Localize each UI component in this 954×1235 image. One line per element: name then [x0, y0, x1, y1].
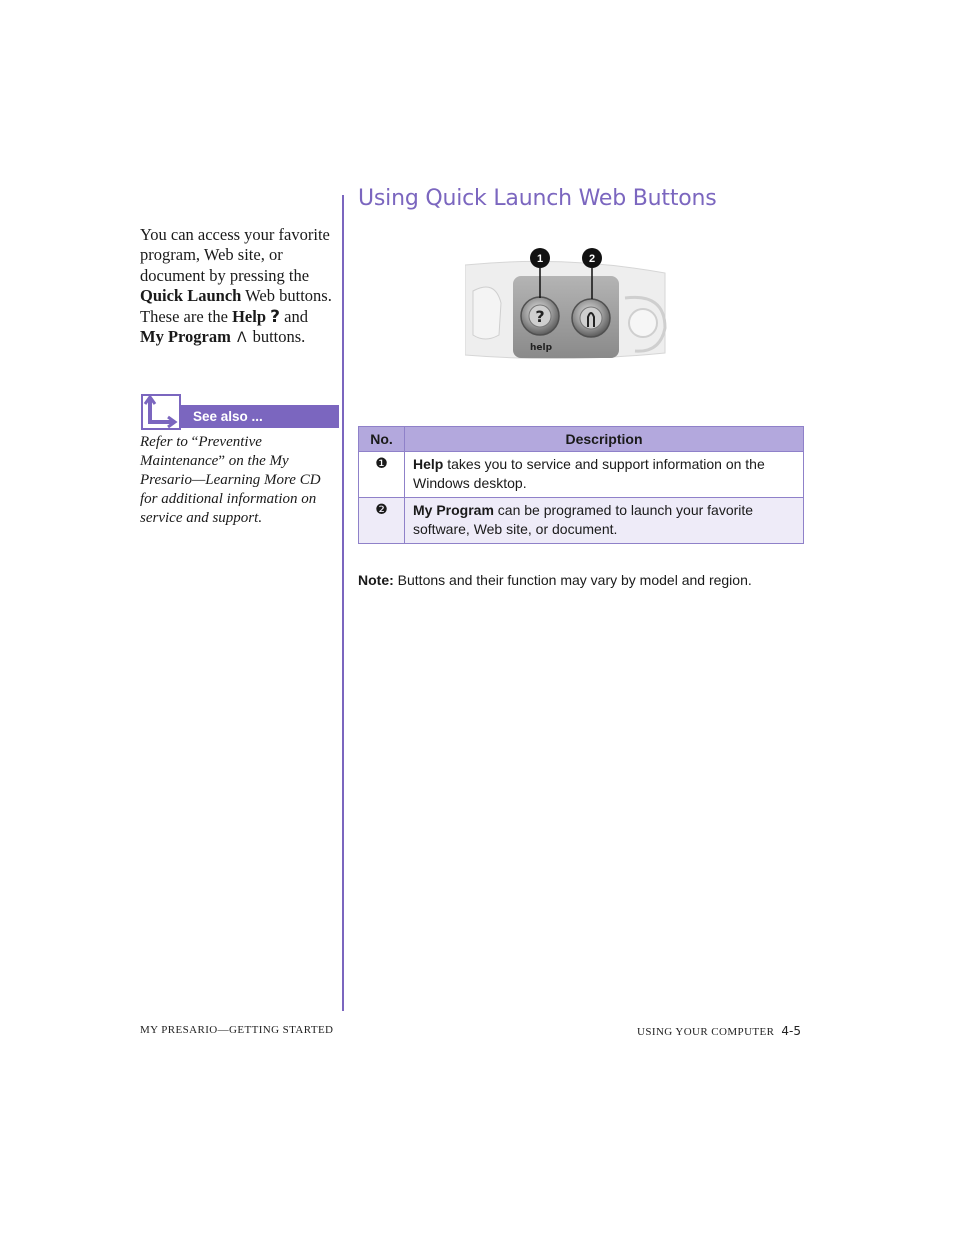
row-description: My Program can be programed to launch your favorite software, Web site, or document.	[405, 498, 804, 544]
footer-chapter: USING YOUR COMPUTER 4-5	[637, 1024, 801, 1038]
table-row	[359, 498, 804, 544]
note: Note: Buttons and their function may vary by model and region.	[358, 572, 752, 588]
see-also-header: See also ...	[180, 405, 339, 428]
page-title: Using Quick Launch Web Buttons	[358, 186, 717, 211]
intro-paragraph: You can access your favorite program, Web site, or document by pressing the Quick Launch Web buttons. These are the Help ? and My Program Ʌ buttons.	[140, 225, 332, 347]
quick-launch-term: Quick Launch	[140, 286, 242, 306]
quick-launch-buttons-photo	[465, 243, 670, 393]
buttons-table	[358, 426, 804, 544]
svg-text:1: 1	[536, 253, 544, 265]
svg-text:?: ?	[535, 307, 545, 326]
header-description: Description	[405, 427, 804, 452]
table-row	[359, 452, 804, 498]
see-also-reference: Preventive Maintenance	[140, 434, 262, 469]
help-label: help	[530, 343, 553, 353]
my-program-icon: Ʌ	[237, 330, 247, 347]
footer-book-title: MY PRESARIO—GETTING STARTED	[140, 1024, 334, 1036]
header-no: No.	[359, 427, 405, 452]
row-number: ❶	[359, 452, 405, 498]
page-number: 4-5	[781, 1024, 801, 1038]
see-also-text: Refer to “Preventive Maintenance” on the My Presario—Learning More CD for additional information on service and support.	[140, 434, 321, 526]
help-question-icon: ?	[270, 306, 280, 327]
see-also-arrow-icon	[141, 394, 181, 430]
help-term: Help	[232, 306, 266, 326]
my-program-term: My Program	[140, 327, 231, 347]
svg-text:2: 2	[588, 253, 596, 265]
row-number: ❷	[359, 498, 405, 544]
note-label: Note:	[358, 572, 394, 588]
column-divider	[342, 195, 344, 1011]
row-description: Help takes you to service and support information on the Windows desktop.	[405, 452, 804, 498]
